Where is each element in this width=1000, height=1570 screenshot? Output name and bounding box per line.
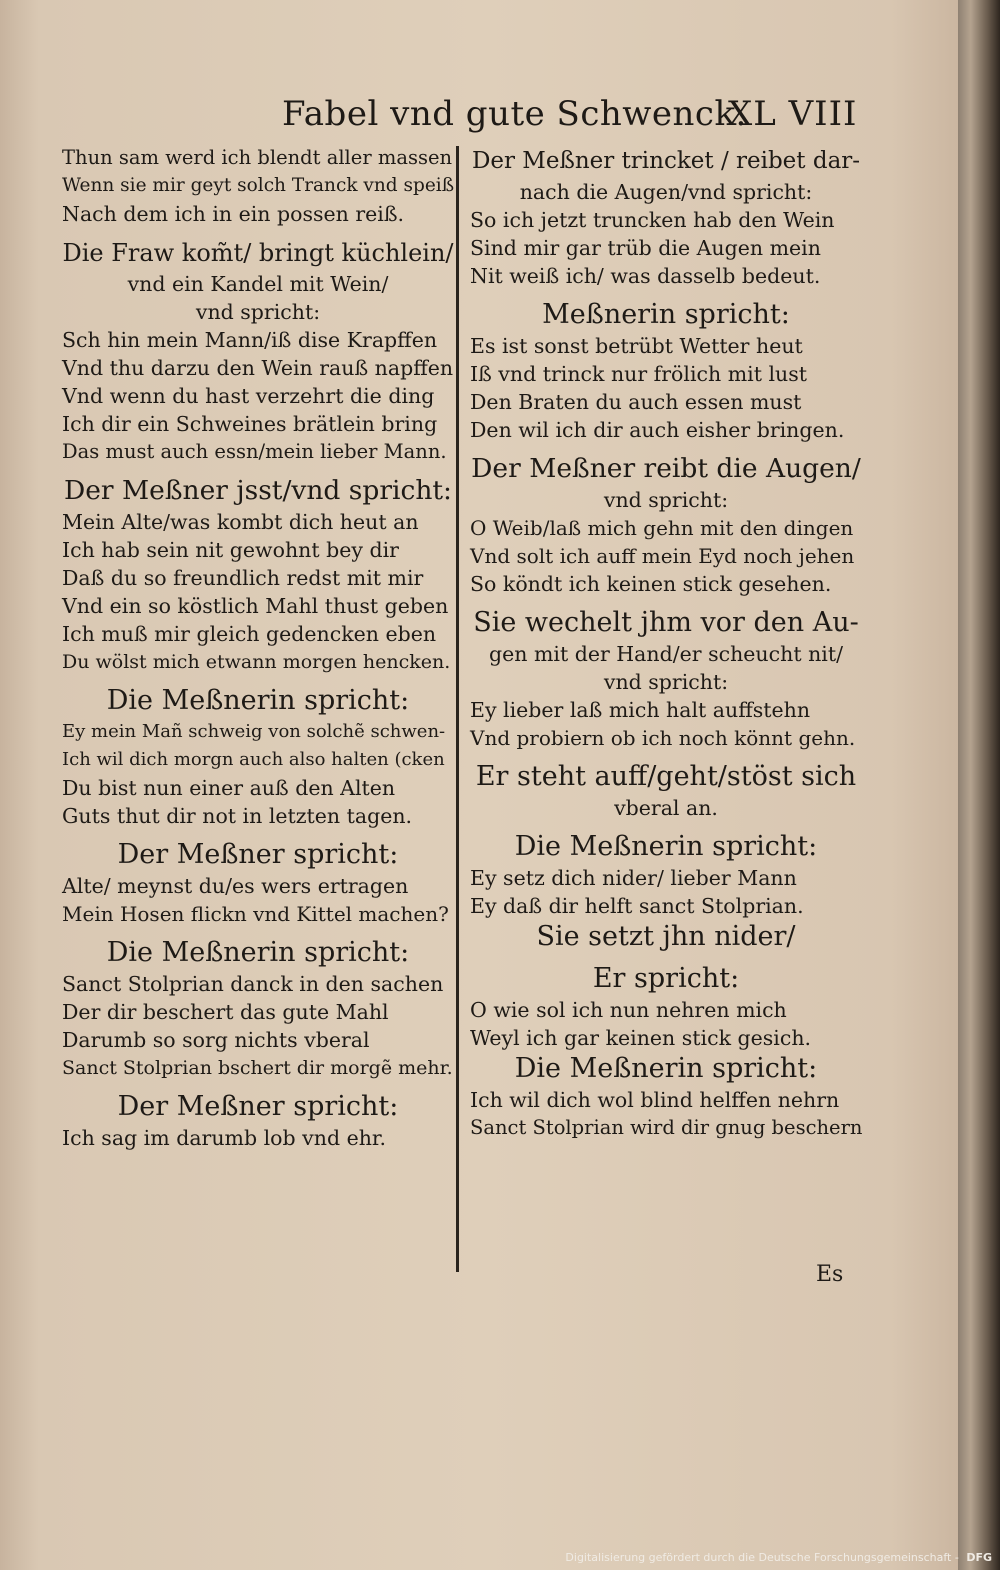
verse-line: Vnd thu darzu den Wein rauß napffen	[62, 356, 454, 380]
speaker-heading: Der Meßner reibt die Augen/	[471, 453, 861, 484]
heading-continuation: vnd spricht:	[603, 488, 729, 512]
spacer	[470, 598, 862, 606]
speaker-heading: Die Fraw kom̃t/ bringt küchlein/	[62, 239, 454, 267]
speaker-heading: Der Meßner trincket / reibet dar-	[471, 148, 861, 174]
catchword: Es	[816, 1262, 844, 1287]
verse-line: Ey mein Mañ schweig von solchẽ schwen-	[62, 721, 446, 742]
verse-line: Sch hin mein Mann/iß dise Krapffen	[62, 328, 438, 352]
heading-continuation: vnd spricht:	[603, 670, 729, 694]
verse-line: Sanct Stolprian bschert dir morgẽ mehr.	[62, 1057, 453, 1079]
right-column	[470, 144, 862, 1142]
verse-line: Vnd ein so köstlich Mahl thust geben	[62, 594, 449, 618]
verse-line: Guts thut dir not in letzten tagen.	[62, 804, 413, 828]
speaker-heading: Sie setzt jhn nider/	[536, 921, 796, 952]
verse-line: Ich wil dich morgn auch also halten (cken	[62, 749, 445, 770]
verse-line: Thun sam werd ich blendt aller massen	[62, 146, 453, 169]
heading-continuation: nach die Augen/vnd spricht:	[519, 180, 813, 204]
verse-line: Nach dem ich in ein possen reiß.	[62, 202, 405, 226]
verse-line: Ich muß mir gleich gedencken eben	[62, 622, 437, 646]
speaker-heading: Die Meßnerin spricht:	[106, 937, 410, 968]
facing-page-bleed	[0, 780, 14, 1340]
verse-line: Sanct Stolprian danck in den sachen	[62, 972, 444, 996]
verse-line: Darumb so sorg nichts vberal	[62, 1028, 370, 1052]
spacer	[62, 830, 454, 838]
spacer	[62, 928, 454, 936]
running-head: Fabel vnd gute Schwenck.	[282, 94, 747, 134]
verse-line: Ey setz dich nider/ lieber Mann	[470, 866, 797, 890]
speaker-heading: Er spricht:	[592, 963, 740, 994]
speaker-heading: Die Meßnerin spricht:	[106, 685, 410, 716]
verse-line: Ich dir ein Schweines brätlein bring	[62, 412, 438, 436]
spacer	[470, 954, 862, 962]
column-rule	[456, 146, 459, 1272]
spacer	[62, 466, 454, 474]
speaker-heading: Die Meßnerin spricht:	[514, 831, 818, 862]
verse-line: Ey lieber laß mich halt auffstehn	[470, 698, 811, 722]
heading-continuation: vnd spricht:	[195, 300, 321, 324]
speaker-heading: Sie wechelt jhm vor den Au-	[473, 607, 859, 638]
heading-continuation: gen mit der Hand/er scheucht nit/	[489, 642, 843, 666]
verse-line: O wie sol ich nun nehren mich	[470, 998, 787, 1022]
verse-line: Ich hab sein nit gewohnt bey dir	[62, 538, 399, 562]
speaker-heading: Der Meßner spricht:	[117, 839, 399, 870]
verse-line: Mein Hosen flickn vnd Kittel machen?	[62, 902, 449, 926]
heading-continuation: vnd ein Kandel mit Wein/	[127, 272, 389, 296]
speaker-heading: Der Meßner jsst/vnd spricht:	[64, 475, 452, 506]
dfg-logo: DFG	[966, 1551, 992, 1564]
spacer	[470, 752, 862, 760]
verse-line: Das must auch essn/mein lieber Mann.	[62, 440, 447, 463]
verse-line: Weyl ich gar keinen stick gesich.	[470, 1026, 812, 1050]
verse-line: So köndt ich keinen stick gesehen.	[470, 572, 832, 596]
verse-line: Du wölst mich etwann morgen hencken.	[62, 651, 451, 673]
verse-line: Vnd probiern ob ich noch könnt gehn.	[470, 726, 856, 750]
heading-continuation: vberal an.	[614, 796, 718, 820]
left-column	[62, 144, 454, 1152]
speaker-heading: Der Meßner spricht:	[117, 1091, 399, 1122]
spacer	[62, 676, 454, 684]
verse-line: Ey daß dir helft sanct Stolprian.	[470, 894, 804, 918]
verse-line: Vnd solt ich auff mein Eyd noch jehen	[470, 544, 855, 568]
speaker-heading: Die Meßnerin spricht:	[514, 1053, 818, 1084]
spacer	[470, 822, 862, 830]
verse-line: Mein Alte/was kombt dich heut an	[62, 510, 419, 534]
spacer	[62, 228, 454, 236]
verse-line: Es ist sonst betrübt Wetter heut	[470, 334, 803, 358]
spacer	[470, 290, 862, 298]
page-edge	[958, 0, 1000, 1570]
verse-line: Alte/ meynst du/es wers ertragen	[62, 874, 409, 898]
spacer	[470, 444, 862, 452]
folio-number: XL VIII	[728, 94, 858, 134]
spacer	[62, 1082, 454, 1090]
speaker-heading: Meßnerin spricht:	[542, 299, 790, 330]
verse-line: Den wil ich dir auch eisher bringen.	[470, 418, 845, 442]
verse-line: Du bist nun einer auß den Alten	[62, 776, 396, 800]
verse-line: Vnd wenn du hast verzehrt die ding	[62, 384, 435, 408]
verse-line: Daß du so freundlich redst mit mir	[62, 566, 424, 590]
verse-line: Iß vnd trinck nur frölich mit lust	[470, 362, 807, 386]
verse-line: Sind mir gar trüb die Augen mein	[470, 236, 821, 260]
digitization-footer	[565, 1551, 992, 1564]
verse-line: Der dir beschert das gute Mahl	[62, 1000, 389, 1024]
verse-line: Ich sag im darumb lob vnd ehr.	[62, 1126, 386, 1150]
verse-line: O Weib/laß mich gehn mit den dingen	[470, 516, 854, 540]
verse-line: Ich wil dich wol blind helffen nehrn	[470, 1088, 840, 1112]
verse-line: Sanct Stolprian wird dir gnug beschern	[470, 1116, 863, 1139]
speaker-heading: Er steht auff/geht/stöst sich	[475, 761, 857, 792]
verse-line: So ich jetzt truncken hab den Wein	[470, 208, 835, 232]
footer-text: Digitalisierung gefördert durch die Deutsche Forschungsgemeinschaft -	[565, 1551, 959, 1564]
verse-line: Wenn sie mir geyt solch Tranck vnd speiß	[62, 175, 455, 196]
verse-line: Den Braten du auch essen must	[470, 390, 802, 414]
verse-line: Nit weiß ich/ was dasselb bedeut.	[470, 264, 821, 288]
